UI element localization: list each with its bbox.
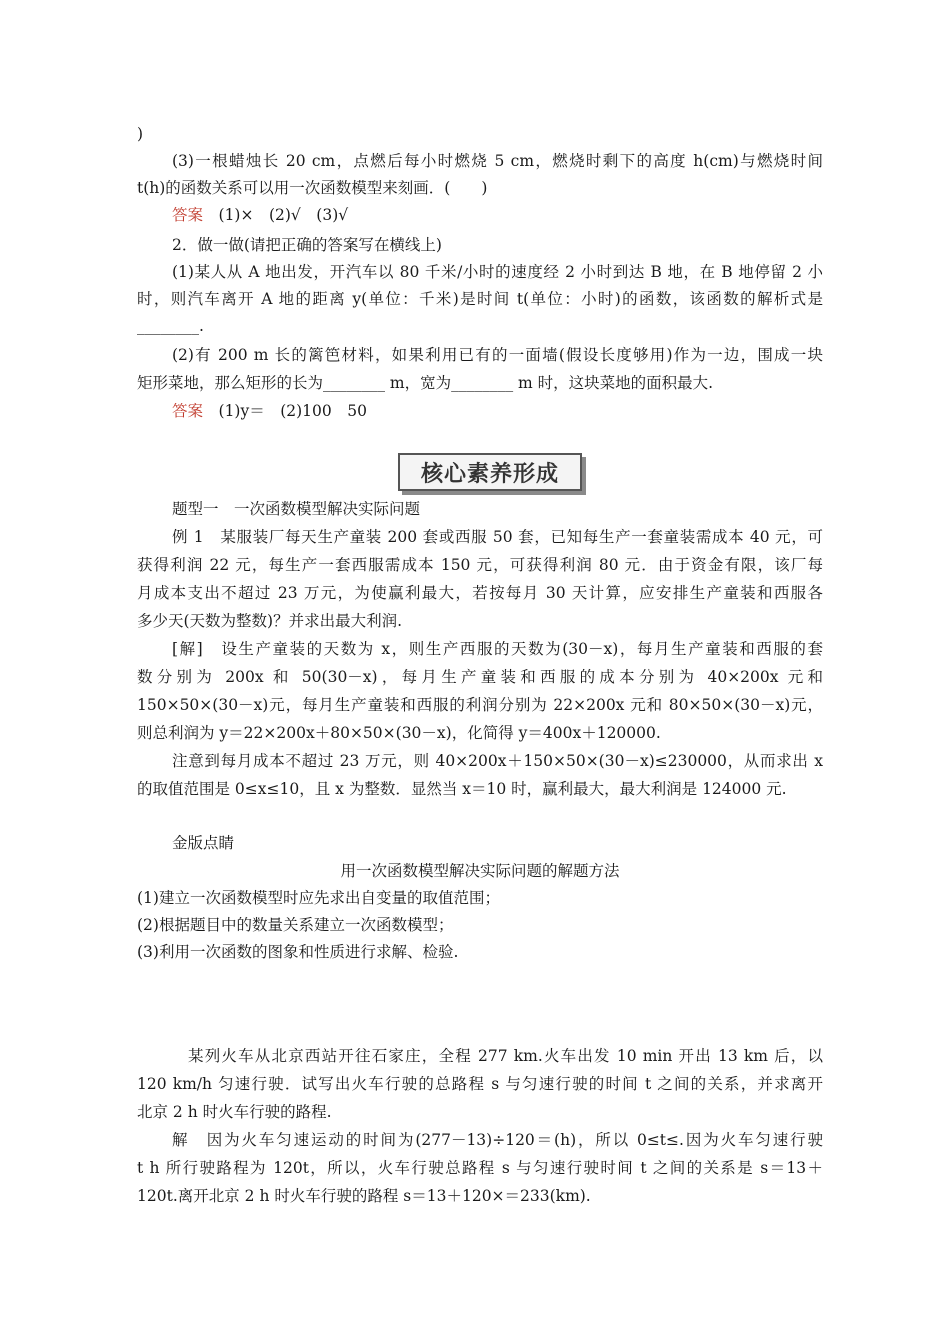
tips-item: (3)利用一次函数的图象和性质进行求解、检验. <box>137 943 459 961</box>
text-line: ________. <box>137 317 204 335</box>
text-line: [解] 设生产童装的天数为 x，则生产西服的天数为(30－x)，每月生产童装和西服的套 <box>172 640 823 658</box>
tips-title: 用一次函数模型解决实际问题的解题方法 <box>340 862 620 880</box>
section-banner <box>398 453 582 491</box>
text-line: t h 所行驶路程为 120t，所以，火车行驶总路程 s 与匀速行驶时间 t 之间的关系是 s＝13＋ <box>137 1159 823 1177</box>
text-line: (2)有 200 m 长的篱笆材料，如果利用已有的一面墙(假设长度够用)作为一边，围成一块 <box>172 346 823 364</box>
tips-item: (2)根据题目中的数量关系建立一次函数模型； <box>137 916 454 934</box>
text-line: 某列火车从北京西站开往石家庄，全程 277 km.火车出发 10 min 开出 13 km 后，以 <box>188 1047 823 1065</box>
text-line: 的取值范围是 0≤x≤10，且 x 为整数．显然当 x＝10 时，赢利最大，最大利润是 124000 元. <box>137 780 787 798</box>
type-title: 题型一 一次函数模型解决实际问题 <box>172 500 421 518</box>
answer-line <box>172 400 823 422</box>
text-line: 获得利润 22 元，每生产一套西服需成本 150 元，可获得利润 80 元．由于资金有限，该厂每 <box>137 556 823 574</box>
text-line: (1)某人从 A 地出发，开汽车以 80 千米/小时的速度经 2 小时到达 B 地，在 B 地停留 2 小 <box>172 263 823 281</box>
answer-text: (1)y＝ (2)100 50 <box>203 402 367 420</box>
text-line: 120 km/h 匀速行驶．试写出火车行驶的总路程 s 与匀速行驶的时间 t 之间的关系，并求离开 <box>137 1075 823 1093</box>
text-line: 则总利润为 y＝22×200x＋80×50×(30－x)，化简得 y＝400x＋120000. <box>137 724 661 742</box>
text-line: 北京 2 h 时火车行驶的路程. <box>137 1103 332 1121</box>
text-line: (3)一根蜡烛长 20 cm，点燃后每小时燃烧 5 cm，燃烧时剩下的高度 h(cm)与燃烧时间 <box>172 152 823 170</box>
text-line: 矩形菜地，那么矩形的长为________ m，宽为________ m 时，这块菜地的面积最大. <box>137 374 714 392</box>
text-line: 150×50×(30－x)元，每月生产童装和西服的利润分别为 22×200x 元和 80×50×(30－x)元， <box>137 696 823 714</box>
answer-label: 答案 <box>172 206 204 224</box>
answer-text: (1)× (2)√ (3)√ <box>203 206 349 224</box>
tips-item: (1)建立一次函数模型时应先求出自变量的取值范围； <box>137 889 500 907</box>
text-line: t(h)的函数关系可以用一次函数模型来刻画．( ) <box>137 179 488 197</box>
text-line: 例 1 某服装厂每天生产童装 200 套或西服 50 套，已知每生产一套童装需成本 40 元，可 <box>172 528 823 546</box>
tips-label: 金版点睛 <box>172 834 235 852</box>
text-line: 多少天(天数为整数)？并求出最大利润. <box>137 612 403 630</box>
text-line: ) <box>137 125 144 143</box>
text-line: 数分别为 200x 和 50(30－x)，每月生产童装和西服的成本分别为 40×200x 元和 <box>137 668 823 686</box>
text-line: 月成本支出不超过 23 万元，为使赢利最大，若按每月 30 天计算，应安排生产童装和西服各 <box>137 584 823 602</box>
text-line: 时，则汽车离开 A 地的距离 y(单位：千米)是时间 t(单位：小时)的函数，该函数的解析式是 <box>137 290 823 308</box>
text-line: 注意到每月成本不超过 23 万元，则 40×200x＋150×50×(30－x)≤230000，从而求出 x <box>172 752 823 770</box>
banner-title: 核心素养形成 <box>420 461 559 487</box>
answer-line <box>172 204 823 226</box>
text-line: 解 因为火车匀速运动的时间为(277－13)÷120＝(h)，所以 0≤t≤.因为火车匀速行驶 <box>172 1131 823 1149</box>
answer-label: 答案 <box>172 402 204 420</box>
section-heading: 2．做一做(请把正确的答案写在横线上) <box>172 236 442 254</box>
text-line: 120t.离开北京 2 h 时火车行驶的路程 s＝13＋120×＝233(km). <box>137 1187 591 1205</box>
